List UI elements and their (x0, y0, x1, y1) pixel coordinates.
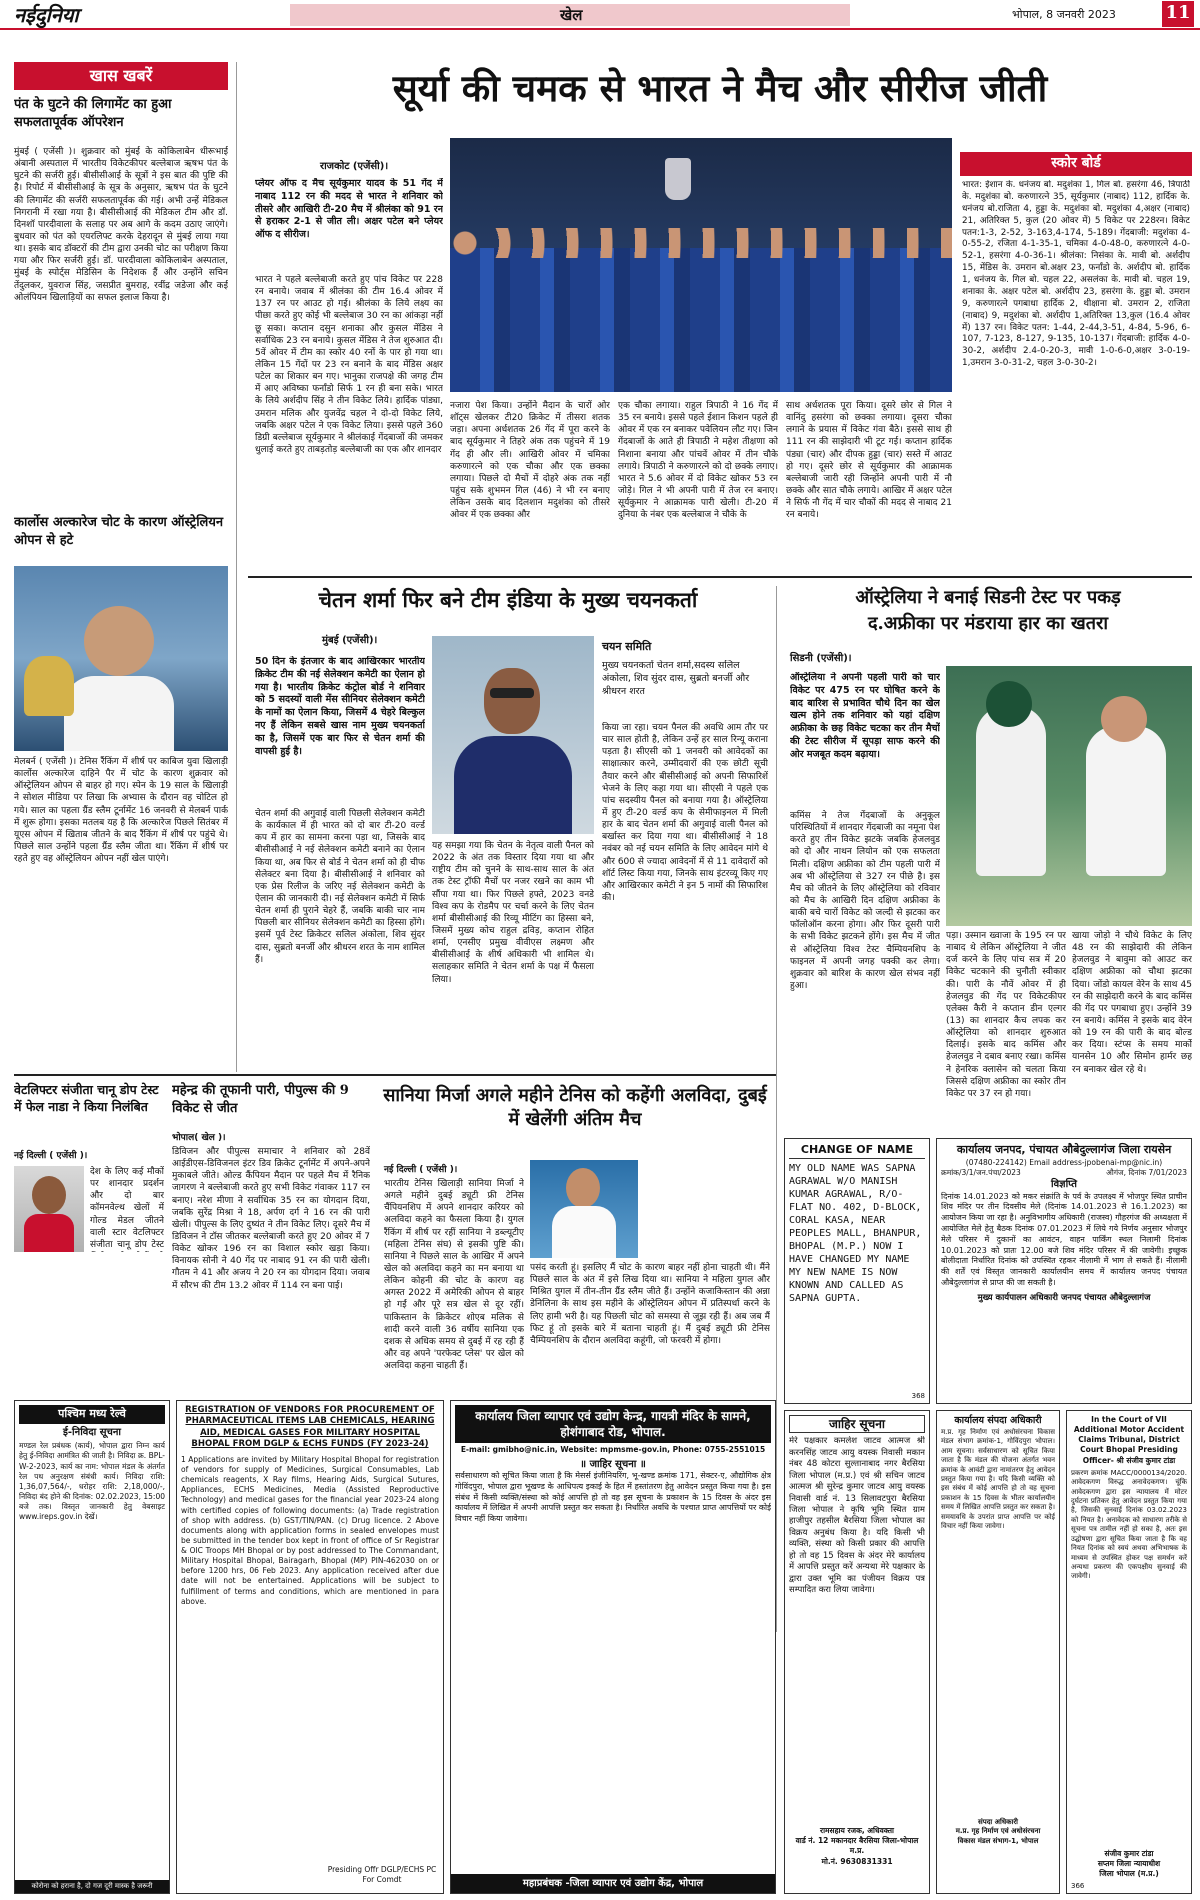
lower-section-rule (14, 1074, 776, 1076)
sania-body-1: भारतीय टेनिस खिलाड़ी सानिया मिर्जा ने अगले महीने दुबई ड्यूटी फ्री टेनिस चैंपियनशिप में अपने शानदार करियर को अलविदा कहने का फैसला किया है। युगल रैंकिंग में शीर्ष पर रहीं सानिया ने डब्ल्यूटीए (महिला टेनिस संघ) से इसकी पुष्टि की। सानिया ने पिछले साल के आखिर में अपने खेल को अलविदा कहने का मन बनाया था लेकिन कोहनी की चोट के कारण वह अगस्त 2022 में अमेरिकी ओपन से बाहर हो गईं और पूरे सत्र खेल से दूर रहीं। पाकिस्तान के क्रिकेटर शोएब मलिक से शादी करने वाली 36 वर्षीय सानिया एक दशक से अधिक समय से दुबई में रह रही हैं और वह अपने 'परफेक्ट प्लेस' पर खेल को अलविदा कहना चाहती हैं। (384, 1179, 524, 1372)
selector-headline: चेतन शर्मा फिर बने टीम इंडिया के मुख्य चयनकर्ता (318, 587, 698, 612)
raisen-contact: (07480-224142) Email address-jpobenai-mp@nic.in) (965, 1157, 1163, 1167)
selector-dateline: मुंबई (एजेंसी)। (322, 635, 378, 646)
scoreboard-title: स्कोर बोर्ड (1051, 155, 1101, 171)
sydney-intro: ऑस्ट्रेलिया ने अपनी पहली पारी को चार विकेट पर 475 रन पर घोषित करने के बाद बारिश से प्रभावित चौथे दिन का खेल खत्म होने तक शनिवार को यहां दक्षिण अफ्रीका के छह विकेट चटका कर तीन मैचों की टेस्ट सीरीज में सूपड़ा साफ करने की ओर मजबूत कदम बढ़ाया। (790, 672, 940, 760)
mahendra-dateline: भोपाल( खेल )। (172, 1133, 226, 1143)
sydney-body-3: खाया जोड़ो ने चौथे विकेट के लिए 48 रन की साझेदारी की लेकिन हेजलवुड ने बावुमा को आउट कर दक्षिण अफ्रीका को चौथा झटका दिया। जोंडो कायल वेरेन के साथ 45 रन की साझेदारी करने के बाद कमिंस की गेंद पर पगबाधा हुए। उन्होंने 39 रन बनाये। कमिंस ने इसके बाद वेरेन को 19 रन की पारी के बाद बोल्ड कर दिया। स्टंप्स के समय मार्को यानसेन 10 और सिमोन हार्मर छह रन बनाकर खेल रहे थे। (1072, 931, 1192, 1075)
court-notice-ad (1066, 1410, 1192, 1894)
sangeeta-dateline: नई दिल्ली ( एजेंसी )। (14, 1151, 88, 1161)
selector-intro: 50 दिन के इंतजार के बाद आखिरकार भारतीय क्रिकेट टीम की नई सेलेक्शन कमेटी का ऐलान हो गया है। भारतीय क्रिकेट कंट्रोल बोर्ड ने शनिवार को 5 सदस्यों वाली मेंस सीनियर सेलेक्शन कमेटी के नामों का ऐलान किया, जिसमें 4 चेहरे बिल्कुल नए हैं लेकिन सबसे खास नाम मुख्य चयनकर्ता का है, जिसमें एक बार फिर से चेतन शर्मा की वापसी हुई है। (255, 656, 425, 757)
chetan-sharma-photo (432, 636, 594, 834)
sania-headline: सानिया मिर्जा अगले महीने टेनिस को कहेंगी अलविदा, दुबई में खेलेंगी अंतिम मैच (383, 1085, 767, 1131)
dic-notice: ॥ जाहिर सूचना ॥ (580, 1458, 646, 1470)
sangeeta-body-cont (14, 1258, 164, 1394)
pant-headline: पंत के घुटने की लिगामेंट का हुआ सफलतापूर्वक ऑपरेशन (14, 97, 172, 130)
page-dateline: भोपाल, 8 जनवरी 2023 (1012, 8, 1116, 21)
sydney-headline-1: ऑस्ट्रेलिया ने बनाई सिडनी टेस्ट पर पकड़ (855, 587, 1121, 608)
caption-label: चयन समिति (602, 640, 652, 653)
jahir-sign: रामसहाय रजक, अधिवक्ता वार्ड नं. 12 मकानदार बैरसिया जिला-भोपाल म.प्र. मो.नं. 9630831331 (795, 1826, 919, 1866)
name-ad-title: CHANGE OF NAME (789, 1143, 925, 1159)
newspaper-logo: नईदुनिया (14, 3, 79, 27)
masthead-bar (0, 0, 1200, 30)
mahendra-headline: महेन्द्र की तूफानी पारी, पीपुल्स की 9 विकेट से जीत (172, 1083, 349, 1116)
sania-body-2: पसंद करती हूं। इसलिए मैं चोट के कारण बाहर नहीं होना चाहती थी। मैंने पिछले साल के अंत में इसे लिख दिया था। सानिया ने महिला युगल और मिश्रित युगल में तीन-तीन ग्रैंड स्लैम जीते हैं। उन्होंने कजाकिस्तान की अन्ना डेनिलिना के साथ इस महीने के ऑस्ट्रेलियन ओपन में प्रतिस्पर्धा करने के लिए हामी भरी है। यह पिछली चोट को समस्या से जूझ रही हैं। अब जब मैं फिट हूं तो इसके बारे में बताना चाहती हूं। मैं दुबई ड्यूटी फ्री टेनिस चैम्पियनशिप के दौरान अलविदा कहूंगी, जो फरवरी में होगा। (530, 1263, 770, 1346)
raisen-date: औगंज, दिनांक 7/01/2023 (1106, 1167, 1187, 1177)
section-title: खेल (560, 6, 583, 24)
sydney-body-2: पड़ा। उस्मान ख्वाजा के 195 रन पर नाबाद थे लेकिन ऑस्ट्रेलिया ने जीत दर्ज करने के लिए पांच सत्र में 20 विकेट चटकाने की चुनौती स्वीकार की। पारी के नौवें ओवर में ही हेजलवुड की गेंद पर विकेटकीपर एलेक्स कैरी ने कप्तान डीन एल्गर (13) का शानदार कैच लपक कर ऑस्ट्रेलिया को शानदार शुरुआत दिलाई। इसके बाद कमिंस और हेजलवुड ने दबाव बनाए रखा। कमिंस ने हेनरिक क्लासेन को चलता किया जिससे दक्षिण अफ्रीका का स्कोर तीन विकेट पर 37 रन हो गया। (946, 931, 1066, 1099)
jahir-suchna-ad (784, 1410, 930, 1894)
australia-players-photo (946, 666, 1192, 926)
court-sign: संजीव कुमार टांडा सप्तम जिला न्यायाधीश जिला भोपाल (म.प्र.) (1097, 1848, 1161, 1878)
alcaraz-photo (14, 566, 228, 751)
pharma-sign: Presiding Offr DGLP/ECHS PC For Comdt (327, 1864, 437, 1884)
lead-headline: सूर्या की चमक से भारत ने मैच और सीरीज जीती (392, 66, 1048, 110)
lead-body-2: नजारा पेश किया। उन्होंने मैदान के चारों ओर शॉट्स खेलकर टी20 क्रिकेट में तीसरा शतक जड़ा। अपना अर्धशतक 26 गेंद में पूरा करने के बाद सूर्यकुमार ने तिहरे अंक तक पहुंचने में 19 गेंद ही और ली। आखिरी ओवर में चमिका करुणारत्ने को एक चौका और एक छक्का लगाया। पिछले दो मैचों में दोहरे अंक तक नहीं पहुंच सके शुभमन गिल (46) ने भी रन बनाए लेकिन उसके बाद दिलशान मदुशंका को तीसरे ओवर में एक छक्का और (450, 401, 610, 521)
dic-bhopal-ad (450, 1400, 776, 1894)
sydney-dateline: सिडनी (एजेंसी)। (790, 653, 852, 664)
mahendra-body: डिविजन और पीपुल्स समाचार ने शनिवार को 28वें आईडीएस-डिविजनल इंटर डिव क्रिकेट टूर्नामेंट में अपने-अपने मुकाबले जीते। ओल्ड कैंपियन मैदान पर पहले मैच में रैनिक जागरण ने बल्लेबाजी करते हुए सभी विकेट गंवाकर 117 रन बनाए। नरेश मीणा ने सर्वाधिक 35 रन का योगदान दिया, जबकि सुरेंद्र मिश्रा ने 18, अर्पण दर्ग ने 16 रन की पारी खेली। पीपुल्स के लिए दुष्यंत ने तीन विकेट लिए। दूसरे मैच में डिविजन ने टॉस जीतकर बल्लेबाजी करते हुए 20 ओवर में 7 विकेट खोकर 196 रन का विशाल स्कोर खड़ा किया। विनायक सोनी ने 40 गेंद पर नाबाद 91 रन की पारी खेली। गौतम ने 41 और अजय ने 20 रन का योगदान दिया। जवाब में सौरभ की टीम 13.2 ओवर में 114 रन बना पाई। (172, 1147, 370, 1291)
sangeeta-headline: वेटलिफ्टर संजीता चानू डोप टेस्ट में फेल नाडा ने किया निलंबित (14, 1082, 159, 1114)
mact-body: म.प्र. गृह निर्माण एवं अधोसंरचना विकास मंडल संभाग क्रमांक-1, गोविंदपुरा भोपाल। आम सूचना। सर्वसाधारण को सूचित किया जाता है कि मंडल की योजना अंतर्गत भवन क्रमांक के आवंटी द्वारा नामांतरण हेतु आवेदन प्रस्तुत किया गया है। यदि किसी व्यक्ति को इस संबंध में कोई आपत्ति हो तो वह सूचना प्रकाशन के 15 दिवस के भीतर कार्यालयीन समय में लिखित आपत्ति प्रस्तुत कर सकता है। समयावधि के उपरांत प्राप्त आपत्ति पर कोई विचार नहीं किया जावेगा। (941, 1427, 1055, 1531)
railway-subtitle: ई-निविदा सूचना (63, 1426, 121, 1438)
raisen-ref: क्रमांक/3/1/जन.पंचा/2023 (941, 1167, 1021, 1177)
dic-contact: E-mail: gmibho@nic.in, Website: mpmsme-gov.in, Phone: 0755-2551015 (460, 1445, 766, 1455)
name-ad-body: MY OLD NAME WAS SAPNA AGRAWAL W/O MANISH KUMAR AGRAWAL, R/O- FLAT NO. 402, D-BLOCK, CORAL KASA, NEAR PEOPLES MALL, BHANPUR, BHOPAL (M.P.) NOW I HAVE CHANGED MY NAME MY NEW NAME IS NOW KNOWN AND CALLED AS SAPNA GUPTA. (789, 1162, 922, 1304)
pant-body: मुंबई ( एजेंसी )। शुक्रवार को मुंबई के कोकिलाबेन धीरूभाई अंबानी अस्पताल में भारतीय विकेटकीपर बल्लेबाज ऋषभ पंत के घुटने की सर्जरी हुई। बीसीसीआई के सूत्रों ने इस बात की पुष्टि की है। रिपोर्ट में बीसीसीआई के सूत्र के अनुसार, ऋषभ पंत के घुटने की लिगामेंट की सर्जरी सफलतापूर्वक की गई। अभी उन्हें मेडिकल निगरानी में रखा गया है। बीसीसीआई की मेडिकल टीम और डॉ. दिनशॉ पारदीवाला के सलाह पर अब आगे के कदम उठाए जाएंगे। बुधवार को पंत को एयरलिफ्ट करके देहरादून से मुंबई लाया गया था। इसके बाद डॉक्टरों की टीम द्वारा उनकी चोट का परीक्षण किया गया और फिर सर्जरी हुई। डॉ. पारदीवाला कोकिलाबेन अस्पताल, मुंबई के स्पोर्ट्स मेडिसिन के निदेशक हैं और उन्होंने सचिन तेंदुलकर, युवराज सिंह, जसप्रीत बुमराह, रवींद्र जडेजा और कई ओलंपियन खिलाड़ियों का सफल इलाज किया है। (14, 147, 228, 303)
team-celebration-photo (450, 138, 952, 392)
housing-board-ad (936, 1410, 1060, 1894)
sidebar-label-box (14, 62, 228, 90)
raisen-title: कार्यालय जनपद, पंचायत औबेदुल्लागंज जिला रायसेन (956, 1143, 1172, 1156)
sania-dateline: नई दिल्ली ( एजेंसी )। (384, 1165, 458, 1175)
mact-title: कार्यालय संपदा अधिकारी (954, 1415, 1042, 1426)
lead-body-4: साथ अर्धशतक पूरा किया। दूसरे छोर से गिल ने वानिंदु हसरंगा को छक्का लगाया। दूसरा चौका लगाने के प्रयास में विकेट गंवा बैठे। इससे साथ ही 111 रन की साझेदारी भी टूट गई। कप्तान हार्दिक पंड्या (चार) और दीपक हुड्डा (चार) सस्ते में आउट हो गए। दूसरे छोर से सूर्यकुमार की आक्रामक बल्लेबाजी जारी रही जिन्होंने अपनी पारी में नौ छक्के और सात चौके लगाये। आखिर में अक्षर पटेल ने सिर्फ नौ गेंद में चार चौकों की मदद से नाबाद 21 रन बनाये। (786, 401, 952, 521)
name-ad-number: 368 (911, 1391, 925, 1400)
raisen-panchayat-ad (936, 1138, 1192, 1404)
selector-body-2: यह समझा गया कि चेतन के नेतृत्व वाली पैनल को 2022 के अंत तक विस्तार दिया गया था और राष्ट्रीय टीम को चुनने के साथ-साथ साल के अंत तक टेस्ट ट्रॉफी मैचों पर नजर रखने का काम भी सौंपा गया था। फिर पिछले हफ्ते, 2023 वनडे विश्व कप के रोडमैप पर चर्चा करने के लिए चेतन शर्मा बीसीसीआई की रिव्यू मीटिंग का हिस्सा बने, जिसमें मुख्य कोच राहुल द्रविड़, कप्तान रोहित शर्मा, एनसीए प्रमुख वीवीएस लक्ष्मण और बीसीसीआई के शीर्ष अधिकारी भी शामिल थे। सलाहकार समिति ने चेतन शर्मा के पक्ष में फैसला लिया। (432, 841, 594, 985)
dic-footer: महाप्रबंधक -जिला व्यापार एवं उद्योग केंद्र, भोपाल (451, 1874, 775, 1894)
jahir-title: जाहिर सूचना (789, 1415, 925, 1433)
sydney-headline-2: द.अफ्रीका पर मंडराया हार का खतरा (867, 613, 1109, 634)
railway-tender-ad (14, 1400, 170, 1894)
dic-body: सर्वसाधारण को सूचित किया जाता है कि मेसर्स इंजीनियरिंग, भू-खण्ड क्रमांक 171, सेक्टर-ए, औद्योगिक क्षेत्र गोविंदपुरा, भोपाल द्वारा भूखण्ड के आधिपत्य इकाई के हित में हस्तांतरण हेतु आवेदन प्रस्तुत किया गया है। इस संबंध में किसी व्यक्ति/संस्था को कोई आपत्ति हो तो वह इस सूचना के प्रकाशन के 15 दिवस के अंदर इस कार्यालय में लिखित में अपनी आपत्ति प्रस्तुत कर सकता है। निर्धारित अवधि के पश्चात प्राप्त आपत्तियों पर कोई विचार नहीं किया जावेगा। (455, 1471, 771, 1524)
court-ad-number: 366 (1071, 1881, 1085, 1890)
court-title: In the Court of VII Additional Motor Accident Claims Tribunal, District Court Bhopal Presiding Officer- श्री संजीव कुमार टांडा (1073, 1415, 1185, 1465)
sidebar-label: खास खबरें (89, 66, 153, 85)
raisen-body: दिनांक 14.01.2023 को मकर संक्रांति के पर्व के उपलक्ष्य में भोजपुर स्थित प्राचीन शिव मंदिर पर तीन दिवसीय मेले (दिनांक 14.01.2023 से 16.1.2023) का आयोजन किया जा रहा है। अनुविभागीय अधिकारी (राजस्व) गौहरगंज की अध्यक्षता में आयोजित मेले हेतु बैठक दिनांक 07.01.2023 में लिये गये निर्णय अनुसार भोजपुर मेले परिसर में दुकानों का आवंटन, वाहन पार्किंग स्थल निलामी दिनांक 10.01.2023 को प्रातः 12.00 बजे शिव मंदिर परिसर में की जावेगी। इच्छुक बोलीदाता निर्धारित दिनांक को उपस्थित रहकर नीलामी में भाग ले सकते हैं। नीलामी की शर्तें एवं विस्तृत जानकारी कार्यालयीन समय में कार्यालय जनपद पंचायत औबेदुल्लागंज से प्राप्त की जा सकती है। (941, 1191, 1187, 1287)
sania-mirza-photo (530, 1160, 638, 1258)
pharma-body: 1 Applications are invited by Military Hospital Bhopal for registration of vendors for supply of Medicines, Surgical Consumables, Lab chemicals reagents, X Ray films, Hearing Aids, Surgical Sutures, Appliances, ECHS Medicines, Media (Assisted Reproductive Technology) and medical gases for the financial year 2023-24 along with certified copies of following documents: (a) Trade registration of shop with address. (b) GST/TIN/PAN. (c) Drug licence. 2 Above documents along with application forms in sealed envelopes must be submitted in the tender box kept in front of office of Sr Registrar & OIC Troops MH Bhopal or by post addressed to The Commandant, Military Hospital Bhopal, Bairagarh, Bhopal (MP) PIN-462030 on or before 1200 hrs, 06 Feb 2023. Any application received after due date will not be entertained. Applications will be subject to fulfillment of terms and conditions, which are mentioned in para above. (181, 1454, 439, 1606)
sangeeta-photo (14, 1166, 84, 1252)
dic-title: कार्यालय जिला व्यापार एवं उद्योग केन्द्र, गायत्री मंदिर के सामने, होशंगाबाद रोड, भोपाल. (455, 1405, 771, 1443)
pharma-title: REGISTRATION OF VENDORS FOR PROCUREMENT OF PHARMACEUTICAL ITEMS LAB CHEMICALS, HEARING AID, MEDICAL GASES FOR MILITARY HOSPITAL BHOPAL FROM DGLP & ECHS FUNDS (FY 2023-24) (185, 1405, 435, 1450)
sangeeta-body: देश के लिए कई मौकों पर शानदार प्रदर्शन और दो बार कॉमनवेल्थ खेलों में गोल्ड मेडल जीतने वाली स्टार वेटलिफ्टर संजीता चानू डोप टेस्ट (90, 1167, 164, 1250)
change-of-name-ad (784, 1138, 930, 1404)
mact-sign: संपदा अधिकारी म.प्र. गृह निर्माण एवं अधोसंरचना विकास मंडल संभाग-1, भोपाल (955, 1817, 1041, 1845)
lead-intro: प्लेयर ऑफ द मैच सूर्यकुमार यादव के 51 गेंद में नाबाद 112 रन की मदद से भारत ने शनिवार को तीसरे और आखिरी टी-20 मैच में श्रीलंका को 91 रन से हराकर 2-1 से जीत ली। अक्षर पटेल बने प्लेयर ऑफ द सीरीज। (255, 178, 443, 241)
raisen-sign: मुख्य कार्यपालन अधिकारी जनपद पंचायत औबेदुल्लागंज (977, 1292, 1151, 1303)
selector-body-1: चेतन शर्मा की अगुवाई वाली पिछली सेलेक्शन कमेटी के कार्यकाल में ही भारत को दो बार टी-20 वर्ल्ड कप में हार का सामना करना पड़ा था, जिसके बाद बीसीसीआई ने नई सेलेक्शन कमेटी बनाने का ऐलान किया था, अब फिर से बोर्ड ने चेतन शर्मा को ही चीफ सेलेक्टर बना दिया है। बीसीसीआई ने शनिवार को एक प्रेस रिलीज के जरिए नई सेलेक्शन कमेटी के ऐलान की जानकारी दी। नई सेलेक्शन कमेटी में सिर्फ चेतन शर्मा ही पुराने चेहरे हैं, जबकि बाकी चार नाम पिछली बार सीनियर सेलेक्शन कमेटी का हिस्सा होंगे। इसमें पूर्व टेस्ट क्रिकेटर सलिल अंकोला, शिव सुंदर दास, सुब्रतो बनर्जी और श्रीधरन शरत के नाम शामिल हैं। (255, 809, 425, 965)
scoreboard-header (960, 152, 1192, 176)
sydney-body-1: कमिंस ने तेज गेंदबाजों के अनुकूल परिस्थितियों में शानदार गेंदबाजी का नमूना पेश करते हुए तीन विकेट झटके जबकि हेजलवुड को दो और नाथन लियोन को एक सफलता मिली। दक्षिण अफ्रीका को टीम पहली पारी में अब भी ऑस्ट्रेलिया से 327 रन पीछे है। इस मैच को जीतने के लिए ऑस्ट्रेलिया को रविवार को मैच के आखिरी दिन दक्षिण अफ्रीका के बाकी बचे चारों विकेट को जल्दी से झटका कर फॉलोऑन करना होगा। और फिर दूसरी पारी के सभी विकेट झटकने होंगे। इस मैच में जीत से ऑस्ट्रेलिया विश्व टेस्ट चैम्पियनशिप के फाइनल में अपनी जगह पक्की कर लेगा। शुक्रवार को बारिश के कारण खेल संभव नहीं हुआ। (790, 811, 940, 991)
lead-bottom-rule (248, 576, 1192, 578)
selector-divider (776, 586, 777, 1632)
lead-dateline: राजकोट (एजेंसी)। (320, 161, 389, 172)
alcaraz-body: मेलबर्न ( एजेंसी )। टेनिस रैंकिंग में शीर्ष पर काबिज युवा खिलाड़ी कार्लोस अल्कारेज दाहिने पैर में चोट के कारण शुक्रवार को ऑस्ट्रेलियन ओपन से बाहर हो गए। स्पेन के 19 साल के खिलाड़ी ने सोशल मीडिया पर लिखा कि अभ्यास के दौरान वह चोटिल हो गये। साल का पहला ग्रैंड स्लैम टूर्नामेंट 16 जनवरी से मेलबर्न पार्क में शुरू होगा। इसका मतलब यह है कि अल्कारेज पिछले सितंबर में यूएस ओपन में खिताब जीतने के बाद रैंकिंग में शीर्ष पर पहुंचे थे। पिछले साल उन्होंने पहला ग्रैंड स्लैम जीता था। रैंकिंग में शीर्ष पर रहते हुए वह ऑस्ट्रेलियन ओपन नहीं खेल पाएंगे। (14, 757, 228, 865)
selector-body-3: किया जा रहा। चयन पैनल की अवधि आम तौर पर चार साल होती है, लेकिन उन्हें हर साल रिन्यू कराना पड़ता है। सीएसी को 1 जनवरी को आवेदकों का साक्षात्कार करने, उम्मीदवारों की एक छोटी सूची तैयार करने और बीसीसीआई को अपनी सिफारिशें भेजने के लिए कहा गया था। सीएसी ने पहले एक पांच सदस्यीय पैनल को बनाया गया है। ऑस्ट्रेलिया में हुए टी-20 वर्ल्ड कप के सेमीफाइनल में मिली हार के बाद चेतन शर्मा की अगुवाई वाली पैनल को बर्खास्त कर दिया गया था। बीसीसीआई ने 18 नवंबर को नई चयन समिति के लिए आवेदन मांगे थे और 600 से ज्यादा आवेदनों में से 11 दावेदारों को शॉर्ट लिस्ट किया गया, जिनके साथ इंटरव्यू किए गए और आखिरकार कमेटी ने इन 5 नामों की सिफारिश की। (602, 723, 768, 903)
military-hospital-ad (176, 1400, 444, 1894)
railway-title: पश्चिम मध्य रेल्वे (19, 1405, 165, 1424)
court-body: प्रकरण क्रमांक MACC/0000134/2020. आवेदकगण विरुद्ध अनावेदकगण। चूंकि आवेदकगण द्वारा इस न्यायालय में मोटर दुर्घटना प्रतिकर हेतु आवेदन प्रस्तुत किया गया है, जिसकी सुनवाई दिनांक 03.02.2023 को नियत है। अनावेदक को साधारण तरीके से सूचना पत्र तामील नहीं हो सका है, अतः इस उद्घोषणा द्वारा सूचित किया जाता है कि वह नियत दिनांक को स्वयं अथवा अभिभाषक के माध्यम से उपस्थित होकर पक्ष समर्थन करें अन्यथा प्रकरण की एकपक्षीय सुनवाई की जावेगी। (1071, 1468, 1187, 1581)
alcaraz-headline: कार्लोस अल्कारेज चोट के कारण ऑस्ट्रेलियन ओपन से हटे (14, 515, 224, 548)
sidebar-divider (236, 62, 237, 1072)
scoreboard-body: भारत: ईशान के. धनंजय बो. मदुशंका 1, गिल बो. हसरंगा 46, त्रिपाठी के. मदुशंका बो. करुणारत्ने 35, सूर्यकुमार (नाबाद) 112, हार्दिक के. धनंजय बो.राजिता 4, हुड्डा के. मदुशंका बो. मदुशंका 4,अक्षर (नाबाद) 21, अतिरिक्त 5, कुल (20 ओवर में) 5 विकेट पर 228रन। विकेट पतन:1-3, 2-52, 3-163,4-174, 5-189। गेंदबाजी: मदुशंका 4-0-55-2, रजिता 4-1-35-1, चमिका 4-0-48-0, करुणारत्ने 4-0-52-1, हसरंगा 4-0-36-1। श्रीलंका: निसंका के. मावी बो. अर्शदीप 15, मेंडिस के. उमरान बो.अक्षर 23, फर्नांडो के. अर्शदीप बो. हार्दिक 1, धनंजय के. गिल बो. चहल 22, असलंका के. मावी बो. चहल 19, शनाका के. अक्षर पटेल बो. अर्शदीप 23, हसरंगा के. हुड्डा बो. उमरान 9, करुणारत्ने पगबाधा हार्दिक 2, थीक्षाना बो. उमरान 2, राजिता (नाबाद) 9, मदुशंका बो. अर्शदीप 1,अतिरिक्त 13,कुल (16.4 ओवर में) 137 रन। विकेट पतन: 1-44, 2-44,3-51, 4-84, 5-96, 6-107, 7-123, 8-127, 9-135, 10-137। गेंदबाजी: हार्दिक 4-0-30-2, अर्शदीप 2.4-0-20-3, मावी 1-0-6-0,अक्षर 3-0-19-1,उमरान 3-0-31-2, चहल 3-0-30-2। (962, 180, 1190, 369)
page-number: 11 (1162, 1, 1194, 27)
railway-body: मण्डल रेल प्रबंधक (कार्य), भोपाल द्वारा निम्न कार्य हेतु ई-निविदा आमंत्रित की जाती है। निविदा क्र. BPL-W-2-2023, कार्य का नाम: भोपाल मंडल के अंतर्गत रेल पथ अनुरक्षण संबंधी कार्य। निविदा राशि: 1,36,07,564/-, धरोहर राशि: 2,18,000/-, निविदा बंद होने की दिनांक: 02.02.2023, 15:00 बजे तक। विस्तृत जानकारी हेतु वेबसाइट www.ireps.gov.in देखें। (19, 1441, 165, 1522)
selector-caption: मुख्य चयनकर्ता चेतन शर्मा,सदस्य सलिल अंकोला, शिव सुंदर दास, सुब्रतो बनर्जी और श्रीधरन शरत (602, 660, 750, 697)
raisen-notice: विज्ञप्ति (1051, 1179, 1077, 1191)
jahir-body: मेरे पक्षकार कमलेश जाटव आत्मज श्री करनसिंह जाटव आयु वयस्क निवासी मकान नंबर 48 कोटरा सुल्तानाबाद नगर बैरसिया जिला भोपाल (म.प्र.) एवं श्री सचिन जाटव आत्मज श्री सुरेन्द्र कुमार जाटव आयु वयस्क निवासी वार्ड नं. 13 सिलावटपुरा बैरसिया जिला भोपाल ने कृषि भूमि स्थित ग्राम हाजीपुर तहसील बैरसिया जिला भोपाल का विक्रय अनुबंध किया है। यदि किसी भी व्यक्ति, संस्था को किसी प्रकार की आपत्ति हो तो वह 15 दिवस के अंदर मेरे कार्यालय में आपत्ति प्रस्तुत करें अन्यथा मेरे पक्षकार के द्वारा उक्त भूमि का पंजीयन विक्रय पत्र सम्पादित करा लिया जावेगा। (789, 1436, 925, 1596)
lead-body-1: भारत ने पहले बल्लेबाजी करते हुए पांच विकेट पर 228 रन बनाये। जवाब में श्रीलंका की टीम 16.4 ओवर में 137 रन पर आउट हो गई। श्रीलंका के लिये लक्ष्य का पीछा करते हुए कोई भी बल्लेबाज 30 रन का आंकड़ा नहीं छू सका। कप्तान दसुन शनाका और कुसल मेंडिस ने सर्वाधिक 23 रन बनाये। कुसल मेंडिस ने तेज शुरुआत दी। 5वें ओवर में टीम का स्कोर 40 रनों के पार हो गया था। लेकिन 15 गेंदों पर 23 रन बनाने के बाद मेंडिस अक्षर पटेल का शिकार बन गए। भानुका राजपक्षे की जगह टीम में आए अविष्का फर्नांडो सिर्फ 1 रन ही बना सके। भारत के लिये अर्शदीप सिंह ने तीन विकेट लिये। हार्दिक पांड्या, उमरान मलिक और युजवेंद्र चहल ने दो-दो विकेट लिये, जबकि अक्षर पटेल ने एक विकेट लिया। इससे पहले 360 डिग्री बल्लेबाज सूर्यकुमार ने श्रीलंकाई गेंदबाजों की जमकर धुलाई करते हुए ताबड़तोड़ बल्लेबाजी का एक और शानदार (255, 275, 443, 455)
railway-footer: कोरोना को हराना है, दो गज दूरी मास्क है जरूरी (15, 1880, 169, 1893)
lead-body-3: एक चौका लगाया। राहुल त्रिपाठी ने 16 गेंद में 35 रन बनाये। इससे पहले ईशान किशन पहले ही ओवर में एक रन बनाकर पवेलियन लौट गए। जिन गेंदबाजों के आते ही त्रिपाठी ने महेश तीक्षणा को निशाना बनाया और पांचवें ओवर में तीन चौके लगाये। त्रिपाठी ने करुणारत्ने को दो छक्के लगाए। भारत ने 5.6 ओवर में दो विकेट खोकर 53 रन जोड़े। गिल ने भी अपनी पारी में तेज रन बनाए। सूर्यकुमार ने आक्रामक पारी खेली। टी-20 में दुनिया के नंबर एक बल्लेबाज ने चौके के (618, 401, 778, 521)
